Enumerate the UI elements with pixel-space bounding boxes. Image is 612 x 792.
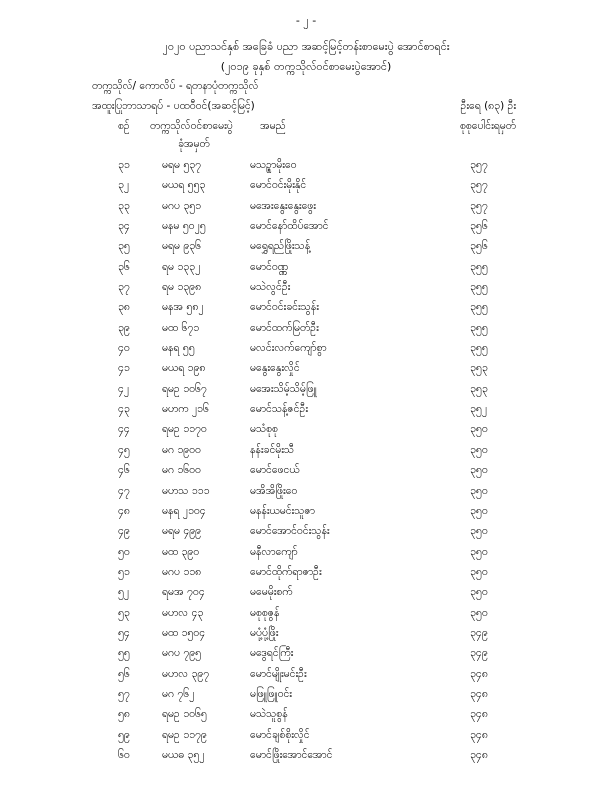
page-number: - ၂ - [295,14,317,27]
row-roll-number: ရမဥ ၁၁၇၀ [162,423,207,436]
row-marks: ၃၄၈ [470,667,488,680]
row-name: မသဲသူစွန် [250,708,288,721]
row-serial: ၃၅ [118,240,130,253]
row-serial: ၃၂ [118,179,130,192]
row-name: မသံစုစု [250,423,278,436]
row-marks: ၃၅၀ [470,504,488,517]
row-name: မောင်ဖေငယ် [250,464,300,477]
row-serial: ၅၀ [118,545,130,558]
table-row [0,197,612,217]
document-subtitle: (၂၀၁၉ ခုနှစ် တက္ကသိုလ်ဝင်စာမေးပွဲအောင်) [220,60,392,73]
row-marks: ၃၅၀ [470,586,488,599]
row-name: မမေမိုးစက် [250,586,293,599]
table-row [0,543,612,563]
row-serial: ၅၃ [118,606,130,619]
row-name: မောင်သန့်ဇင်ဦး [250,403,308,416]
table-row [0,746,612,766]
row-name: မောင်ထိုက်ရာဇာဦး [250,565,322,578]
row-marks: ၃၅၀ [470,565,488,578]
row-serial: ၅၁ [118,565,130,578]
row-marks: ၃၅၀ [470,545,488,558]
row-serial: ၅၄ [118,626,130,639]
row-serial: ၄၄ [118,423,130,436]
table-row [0,339,612,359]
header-roll-number: တက္ကသိုလ်ဝင်စာမေးပွဲ [150,120,233,132]
row-roll-number: မရမ ၅၃၇ [162,159,202,171]
row-serial: ၃၇ [118,281,130,294]
table-row [0,604,612,624]
row-roll-number: မနအ ၅၈၂ [162,301,204,314]
table-row [0,176,612,196]
table-row [0,482,612,502]
row-marks: ၃၅၅ [470,260,488,273]
header-roll-number-line2: ခုံအမှတ် [178,138,210,150]
table-row [0,278,612,298]
student-count: ဦးရေ (၈၃) ဦး [460,100,516,112]
row-roll-number: မဟက ၂၁၆ [162,403,209,416]
row-serial: ၄၂ [118,382,130,395]
row-roll-number: မထ ၁၅၀၄ [162,626,206,639]
row-serial: ၄၆ [118,464,130,477]
table-row [0,400,612,420]
row-marks: ၃၅၂ [470,403,487,416]
row-roll-number: မယရ ၅၅၃ [162,179,206,192]
row-roll-number: မနရ ၂၁၀၄ [162,504,206,517]
row-roll-number: မဟသ ၁၁၁ [162,484,210,497]
row-marks: ၃၅၇ [470,159,488,171]
table-row [0,217,612,237]
row-serial: ၄၅ [118,443,130,456]
row-serial: ၃၁ [118,159,130,171]
subject-label: အထူးပြုဘာသာရပ် - ပထဝီဝင်(အဆင့်မြင့်) [92,100,255,112]
table-row [0,258,612,278]
row-roll-number: မရမ ၄၉၉ [162,525,202,538]
row-marks: ၃၅၅ [470,342,488,355]
row-name: မအေးသိမ့်သိမ့်ဖြူ [250,382,317,395]
row-roll-number: မဟလ ၄၃ [162,606,204,619]
row-marks: ၃၅၀ [470,423,488,436]
row-roll-number: ရမဥ ၁၁၇၉ [162,728,207,741]
row-serial: ၄၀ [118,342,130,355]
row-roll-number: မဂပ ၁၁၈ [162,565,202,578]
table-row [0,583,612,603]
row-name: နန်းခင်မိုးသီ [250,443,295,456]
row-roll-number: မရမ ၉၃၆ [162,240,202,253]
row-roll-number: မထ ၆၇၁ [162,321,200,334]
row-serial: ၃၃ [118,199,130,212]
row-marks: ၃၅၅ [470,301,488,314]
row-name: မောင်ဝဏ္ဏ [250,260,289,273]
row-marks: ၃၅၃ [470,362,488,375]
row-serial: ၅၅ [118,647,130,660]
row-serial: ၅၉ [118,728,130,741]
row-name: မစုစုဇွန် [250,606,280,619]
table-row [0,726,612,746]
row-serial: ၃၆ [118,260,130,273]
header-total-marks: စုစုပေါင်းရမှတ် [459,120,516,132]
row-roll-number: ရမဥ ၁၀၆၅ [162,708,207,721]
row-roll-number: ရမဥ ၁၀၆၇ [162,382,207,395]
row-serial: ၄၉ [118,525,130,538]
results-table [0,156,612,766]
row-name: မောင်မျိုးမင်းဦး [250,667,307,680]
table-row [0,420,612,440]
row-roll-number: ရမ ၁၃၃၂ [162,260,201,273]
table-row [0,563,612,583]
document-title: ၂၀၂၀ ပညာသင်နှစ် အခြေခံ ပညာ အဆင့်မြင့်တန်းစာမေးပွဲ အောင်စာရင်း [162,40,450,53]
row-name: မရွှေရည်ဖြိုးသန့် [250,240,311,253]
row-serial: ၄၃ [118,403,130,416]
table-row [0,156,612,176]
row-roll-number: မယရ ၁၉၈ [162,362,206,375]
row-roll-number: ရမအ ၇၀၄ [162,586,205,599]
header-serial: စဉ် [118,120,130,132]
row-marks: ၃၅၆ [470,220,488,233]
row-name: မအိအိဖြိုးဝေ [250,484,298,497]
row-roll-number: မဂ ၇၆၂ [162,687,195,700]
row-serial: ၅၇ [118,687,130,700]
row-roll-number: ရမ ၁၃၉၈ [162,281,202,294]
row-serial: ၆၀ [118,748,130,761]
row-name: မသဉ္စာမိုးဝေ [250,159,297,171]
table-row [0,380,612,400]
row-marks: ၃၅၀ [470,464,488,477]
row-marks: ၃၅၇ [470,179,488,192]
row-marks: ၃၅၆ [470,240,488,253]
row-name: မောင်ချစ်စိုးလှိုင် [250,728,310,741]
table-row [0,441,612,461]
row-name: မောင်ဝင်းခင်းသွန်း [250,301,319,314]
row-serial: ၅၈ [118,708,130,721]
row-name: မောင်ထက်မြတ်ဦး [250,321,319,334]
row-marks: ၃၅၃ [470,382,488,395]
row-name: မနီလာကျော် [250,545,298,558]
row-serial: ၄၈ [118,504,130,517]
row-marks: ၃၅၅ [470,321,488,334]
row-name: မဒွေရင်ကြီး [250,647,294,660]
row-marks: ၃၄၈ [470,748,488,761]
row-serial: ၃၈ [118,301,130,314]
table-row [0,685,612,705]
row-marks: ၃၅၀ [470,525,488,538]
row-marks: ၃၅၅ [470,281,488,294]
university-label: တက္ကသိုလ်/ ကောလိပ် - ရတနာပုံတက္ကသိုလ် [92,80,259,92]
row-name: မသဲလွင်ဦး [250,281,291,294]
row-marks: ၃၅၀ [470,484,488,497]
row-roll-number: မယဓ ၃၅၂ [162,748,205,761]
row-roll-number: မထ ၃၉၀ [162,545,200,558]
row-marks: ၃၅၀ [470,606,488,619]
row-roll-number: မဂပ ၇၉၅ [162,647,202,660]
row-marks: ၃၅၇ [470,199,488,212]
row-roll-number: မနရ ၅၅ [162,342,195,355]
row-name: မောင်အောင်ဝင်းသွန်း [250,525,330,538]
row-marks: ၃၄၈ [470,728,488,741]
table-row [0,705,612,725]
table-row [0,644,612,664]
row-serial: ၃၄ [118,220,130,233]
row-serial: ၄၇ [118,484,130,497]
table-row [0,665,612,685]
table-row [0,237,612,257]
row-roll-number: မဂ ၁၉၀၀ [162,443,201,456]
table-row [0,359,612,379]
row-name: မအေးနွေးနွေးဖွေး [250,199,316,212]
row-name: မနွေးနွေးလှိုင် [250,362,300,375]
row-roll-number: မဂ ၁၆၀၀ [162,464,201,477]
row-roll-number: မဂပ ၃၅၁ [162,199,202,212]
row-roll-number: မနမ ၅၀၂၅ [162,220,206,233]
row-name: မပုံ့ပုံ့ဖြိုး [250,626,279,639]
header-name: အမည် [260,120,286,132]
row-name: မောင်ဖြိုးအောင်အောင် [250,748,333,761]
table-row [0,624,612,644]
row-marks: ၃၄၈ [470,708,488,721]
row-marks: ၃၄၉ [470,647,488,660]
row-serial: ၅၂ [118,586,130,599]
table-row [0,319,612,339]
row-name: မနန်းယမင်းသူဇာ [250,504,315,517]
table-row [0,461,612,481]
row-serial: ၅၆ [118,667,130,680]
row-marks: ၃၄၉ [470,626,488,639]
row-name: မဖြူဖြူဝင်း [250,687,292,700]
row-marks: ၃၄၈ [470,687,488,700]
row-name: မောင်ဝင်းမိုးနိုင် [250,179,307,192]
row-marks: ၃၅၀ [470,443,488,456]
table-row [0,522,612,542]
row-roll-number: မဟလ ၃၉၇ [162,667,210,680]
table-row [0,502,612,522]
row-serial: ၄၁ [118,362,130,375]
table-row [0,298,612,318]
row-name: မလင်းလက်ကျော်စွာ [250,342,327,355]
row-serial: ၃၉ [118,321,130,334]
row-name: မောင်နော်ထိပ်အောင် [250,220,329,233]
